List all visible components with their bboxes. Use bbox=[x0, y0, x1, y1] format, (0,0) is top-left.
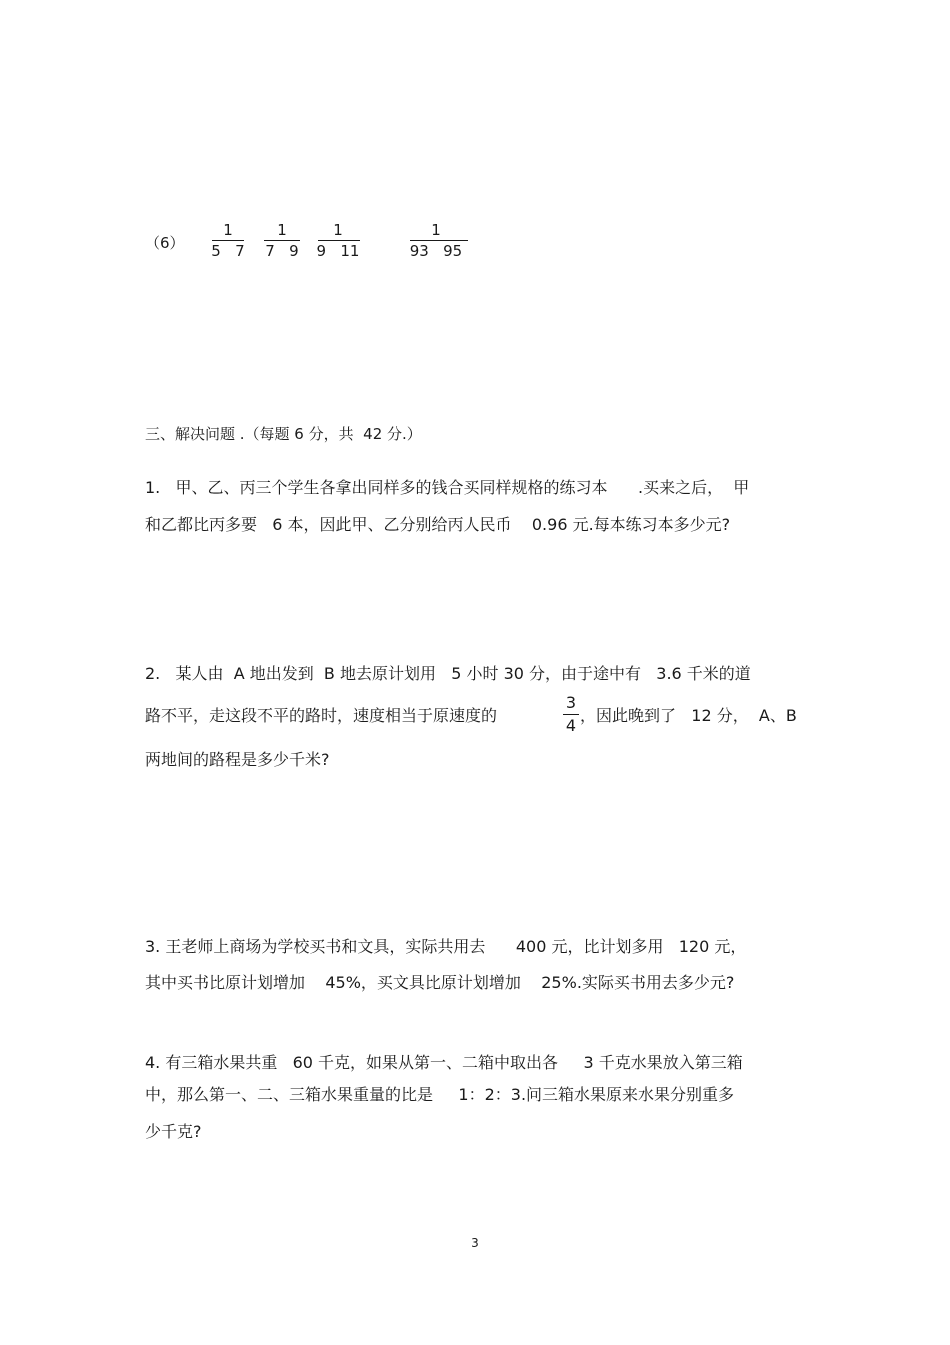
item-6-label: （6） bbox=[145, 234, 185, 252]
page-number: 3 bbox=[471, 1236, 479, 1250]
problem-2-line-1: 2. 某人由 A 地出发到 B 地去原计划用 5 小时 30 分，由于途中有 3.6 千米的道 bbox=[145, 664, 751, 683]
fraction-1 bbox=[198, 222, 258, 259]
problem-1-line-2: 和乙都比丙多要 6 本，因此甲、乙分别给丙人民币 0.96 元.每本练习本多少元? bbox=[145, 515, 731, 534]
problem-3-line-2: 其中买书比原计划增加 45%，买文具比原计划增加 25%.实际买书用去多少元? bbox=[145, 973, 735, 992]
problem-1-line-1: 1. 甲、乙、丙三个学生各拿出同样多的钱合买同样规格的练习本 .买来之后， 甲 bbox=[145, 478, 750, 497]
fraction-3 bbox=[308, 222, 368, 259]
problem-2-line-3: 两地间的路程是多少千米? bbox=[145, 750, 330, 769]
problem-3-line-1: 3. 王老师上商场为学校买书和文具，实际共用去 400 元，比计划多用 120 元， bbox=[145, 937, 747, 956]
fraction-1-numerator: 1 bbox=[223, 221, 233, 239]
fraction-2-denominator: 7 9 bbox=[265, 242, 299, 260]
fraction-1-denominator: 5 7 bbox=[211, 242, 245, 260]
problem-2-line-2a: 路不平，走这段不平的路时，速度相当于原速度的 bbox=[145, 706, 498, 725]
problem-4-line-2: 中，那么第一、二、三箱水果重量的比是 1：2：3.问三箱水果原来水果分别重多 bbox=[145, 1085, 735, 1104]
fraction-4 bbox=[406, 222, 466, 259]
fraction-3-bar bbox=[318, 240, 360, 241]
problem-2-fraction-numerator: 3 bbox=[565, 693, 577, 712]
section-heading: 三、解决问题 .（每题 6 分，共 42 分.） bbox=[145, 425, 422, 443]
problem-4-line-1: 4. 有三箱水果共重 60 千克，如果从第一、二箱中取出各 3 千克水果放入第三箱 bbox=[145, 1053, 743, 1072]
fraction-3-denominator: 9 11 bbox=[316, 242, 360, 260]
fraction-2-bar bbox=[264, 240, 300, 241]
problem-2-fraction-bar bbox=[563, 714, 579, 715]
problem-2-fraction-denominator: 4 bbox=[565, 716, 577, 735]
fraction-4-numerator: 1 bbox=[431, 221, 441, 239]
fraction-2-numerator: 1 bbox=[277, 221, 287, 239]
fraction-4-bar bbox=[410, 240, 468, 241]
problem-4-line-3: 少千克? bbox=[145, 1122, 202, 1141]
fraction-1-bar bbox=[212, 240, 244, 241]
problem-2-line-2b: ，因此晚到了 12 分， A、B bbox=[580, 706, 797, 725]
fraction-3-numerator: 1 bbox=[333, 221, 343, 239]
fraction-2 bbox=[252, 222, 312, 259]
fraction-4-denominator: 93 95 bbox=[409, 242, 463, 260]
problem-2-fraction bbox=[563, 694, 579, 735]
